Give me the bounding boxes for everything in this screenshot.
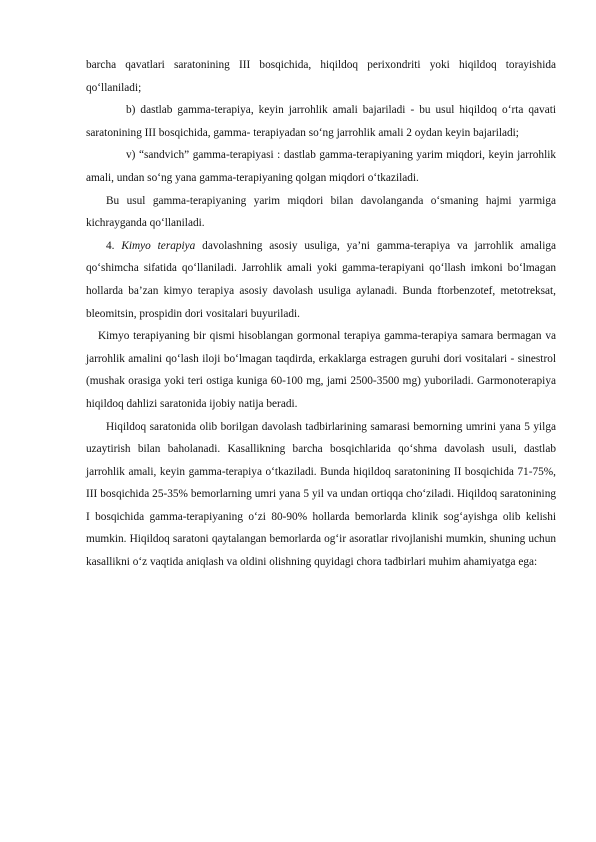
paragraph-gamma-then-surgery: b) dastlab gamma-terapiya, keyin jarrohlik amali bajariladi - bu usul hiqildoq o‘rta qavati saratonining III bosqichida, gamma- terapiyadan so‘ng jarrohlik amali 2 oydan keyin bajariladi; xyxy=(86,104,556,139)
chemotherapy-term: Kimyo terapiya xyxy=(121,239,196,252)
paragraph-surgery-indication: barcha qavatlari saratonining III bosqichida, hiqildoq perixondriti yoki hiqildoq torayishida qo‘llaniladi; xyxy=(86,59,556,94)
paragraph-half-dose-usage: Bu usul gamma-terapiyaning yarim miqdori bilan davolanganda o‘smaning hajmi yarmiga kichrayganda qo‘llaniladi. xyxy=(86,194,556,230)
paragraph-chemotherapy: 4. Kimyo terapiya davolashning asosiy usuliga, ya’ni gamma-terapiya va jarrohlik amaliga qo‘shimcha sifatida qo‘llaniladi. Jarrohlik amali yoki gamma-terapiyani qo‘llash imkoni bo‘lmagan hollarda ba’zan kimyo terapiya asosiy davolash usuliga aylanadi. Bunda ftorbenzotef, metotreksat, bleomitsin, prospidin dori vositalari buyuriladi. xyxy=(86,239,556,320)
body-text xyxy=(86,54,556,574)
paragraph-sandwich-therapy: v) “sandvich” gamma-terapiyasi : dastlab gamma-terapiyaning yarim miqdori, keyin jarrohlik amali, undan so‘ng yana gamma-terapiyaning qolgan miqdori o‘tkaziladi. xyxy=(86,149,556,184)
paragraph-treatment-outcomes: Hiqildoq saratonida olib borilgan davolash tadbirlarining samarasi bemorning umrini yana 5 yilga uzaytirish bilan baholanadi. Kasallikning barcha bosqichlarida qo‘shma davolash usuli, dastlab jarrohlik amali, keyin gamma-terapiya o‘tkaziladi. Bunda hiqildoq saratonining II bosqichida 71-75%, III bosqichida 25-35% bemorlarning umri yana 5 yil va undan ortiqqa cho‘ziladi. Hiqildoq saratonining I bosqichida gamma-terapiyaning o‘zi 80-90% hollarda bemorlarda klinik sog‘ayishga olib kelishi mumkin. Hiqildoq saratoni qaytalangan bemorlarda og‘ir asoratlar rivojlanishi mumkin, shuning uchun kasallikni o‘z vaqtida aniqlash va oldini olishning quyidagi chora tadbirlari muhim ahamiyatga ega: xyxy=(86,420,556,569)
paragraph-hormonal-therapy: Kimyo terapiyaning bir qismi hisoblangan gormonal terapiya gamma-terapiya samara bermagan va jarrohlik amalini qo‘lash iloji bo‘lmagan taqdirda, erkaklarga estragen guruhi dori vositalari - sinestrol (mushak orasiga yoki teri ostiga kuniga 60-100 mg, jami 2500-3500 mg) yuboriladi. Garmonoterapiya hiqildoq dahlizi saratonida ijobiy natija beradi. xyxy=(86,330,556,410)
